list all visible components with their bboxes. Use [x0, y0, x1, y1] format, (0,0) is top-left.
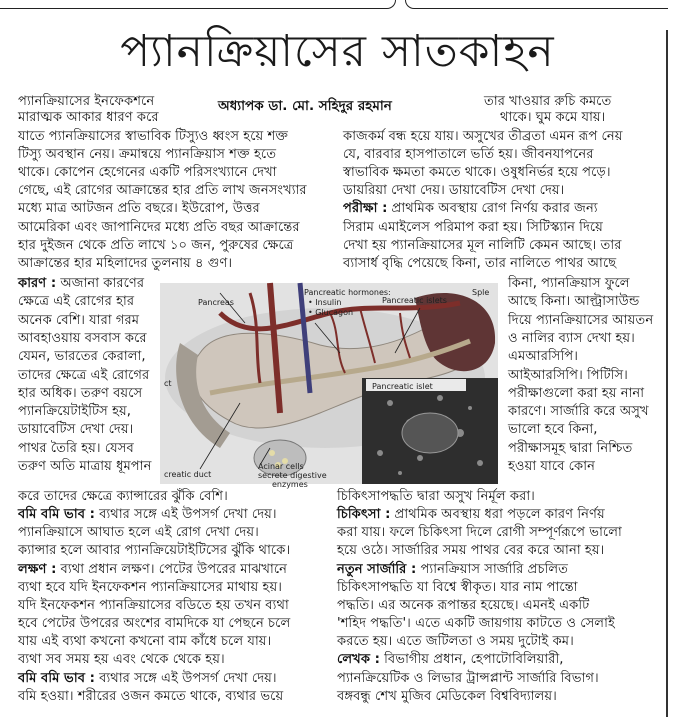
- article-line: [18, 420, 133, 439]
- line-text: টিস্যু অবস্থান নেয়। ক্রমান্বয়ে প্যানক্রিয়াস শক্ত হতে: [18, 147, 277, 163]
- article-line: [18, 311, 139, 330]
- line-text: কাজকর্ম বন্ধ হয়ে যায়। অসুখের তীব্রতা এমন রূপ নেয়: [343, 129, 623, 144]
- pancreas-illustration: [160, 283, 498, 489]
- line-text: এমআরসিপি।: [508, 349, 578, 365]
- article-line: [508, 311, 653, 330]
- line-text: ডায়াবেটিস দেখা দেয়।: [18, 422, 134, 438]
- article-line: [18, 218, 300, 237]
- article-line: [508, 384, 644, 403]
- line-text: অজানা কারণের: [56, 276, 145, 291]
- article-line: [343, 127, 623, 146]
- line-text: ব্যথার সঙ্গে এই উপসর্গ দেখা দেয়।: [94, 507, 277, 523]
- article-line: [18, 457, 151, 476]
- article-line: [343, 236, 621, 255]
- article-line: [18, 560, 287, 579]
- top-rule-left: [0, 0, 396, 9]
- line-text: বঙ্গবন্ধু শেখ মুজিব মেডিকেল বিশ্ববিদ্যালয়।: [337, 688, 557, 704]
- line-text: পদ্ধতি। এর অনেক রূপান্তর হয়েছে। এমনই একটি: [337, 597, 590, 613]
- line-text: করা যায়। ফলে চিকিৎসা দিলে রোগী সম্পূর্ণরূপে ভালো: [337, 525, 622, 541]
- line-text: যায় এই ব্যথা কখনো কখনো বাম কাঁধে চলে যায়।: [18, 634, 272, 650]
- line-text: ও নালির ব্যাস দেখা হয়।: [508, 330, 635, 346]
- line-text: চিকিৎসাপদ্ধতি যা বিশ্বে স্বীকৃত। যার নাম পান্তো: [337, 579, 578, 595]
- line-text: প্যানক্রিয়াস সার্জারি প্রচলিত: [416, 561, 569, 577]
- article-line: [343, 145, 594, 164]
- article-line: [18, 292, 134, 311]
- article-line: [337, 505, 605, 524]
- article-line: [337, 669, 599, 688]
- line-text: হয়ে ওঠে। সার্জারির সময় পাথর বের করে আনা হয়।: [337, 543, 605, 559]
- line-text: থাকে। কোপেন হেগেনের একটি পরিসংখ্যানে দেখা: [18, 165, 277, 181]
- line-text: ডায়রিয়া দেখা দেয়। ডায়াবেটিস দেখা দেয়।: [343, 183, 565, 199]
- page-edge-rule: [666, 30, 668, 717]
- label-acinar-2: secrete digestive: [258, 471, 327, 480]
- article-line: [18, 487, 228, 506]
- line-text: বমি হওয়া। শরীরের ওজন কমতে থাকে, ব্যথার ভয়ে: [18, 688, 284, 704]
- line-text: স্বাভাবিক ক্ষমতা কমতে থাকে। ওষুধনির্ভর হয়ে পড়ে।: [343, 165, 611, 181]
- article-line: [18, 541, 290, 560]
- article-line: [18, 127, 288, 146]
- article-line: [18, 687, 283, 706]
- line-text: প্যানক্রিয়েটিক ও লিভার ট্রান্সপ্লান্ট সার্জারি বিভাগ।: [337, 670, 599, 686]
- line-text: আছে কিনা। আল্ট্রাসাউন্ড: [508, 294, 640, 310]
- article-line: [508, 457, 595, 476]
- article-line: [337, 541, 604, 560]
- article-line: [18, 274, 144, 293]
- article-line: [508, 292, 639, 311]
- section-heading: নতুন সার্জারি :: [337, 561, 417, 577]
- article-line: [337, 560, 568, 579]
- article-line: [337, 650, 563, 669]
- line-text: পাথর তৈরি হয়। যেসব: [18, 440, 134, 456]
- article-line: [337, 687, 557, 706]
- line-text: ব্যথা প্রধান লক্ষণ। পেটের উপরের মাঝখানে: [56, 561, 288, 577]
- line-text: আক্রান্তের হার মহিলাদের তুলনায় ৪ গুণ।: [18, 255, 233, 271]
- article-line: [508, 402, 649, 421]
- article-line: [18, 236, 293, 255]
- line-text: দিয়ে প্যানক্রিয়াসের আয়তন: [508, 312, 654, 328]
- section-heading: বমি বমি ভাব :: [18, 507, 95, 523]
- label-islets: Pancreatic islets: [382, 296, 447, 305]
- article-line: [343, 163, 611, 182]
- article-line: [18, 384, 142, 403]
- line-text: কারণে। সার্জারি করে অসুখ: [508, 404, 649, 420]
- line-text: ভালো হবে কিনা,: [508, 422, 598, 438]
- label-glucagon: • Glucagon: [308, 308, 354, 317]
- article-line: [337, 578, 578, 597]
- line-text: হওয়া যাবে কোন: [508, 459, 595, 474]
- article-line: [337, 487, 535, 506]
- line-text: করতে হয়। এতে জটিলতা ও সময় দুটোই কম।: [337, 634, 574, 650]
- section-heading: পরীক্ষা :: [343, 201, 388, 217]
- line-text: যাতে প্যানক্রিয়াসের স্বাভাবিক টিস্যুও ধ্বংস হয়ে শক্ত: [18, 129, 289, 144]
- article-line: [508, 274, 630, 293]
- label-duct: creatic duct: [164, 470, 212, 479]
- headline: প্যানক্রিয়াসের সাতকাহন: [120, 26, 555, 77]
- label-spleen: Sple: [472, 288, 490, 297]
- article-line: [337, 632, 574, 651]
- article-line: [337, 614, 615, 633]
- label-acinar-3: enzymes: [272, 480, 308, 489]
- line-text: পরীক্ষাগুলো করা হয় নানা: [508, 385, 645, 401]
- line-text: ক্যান্সার হলে আবার প্যানক্রিয়েটাইটিসের ঝুঁকি থাকে।: [18, 543, 291, 559]
- line-text: হার দুইজন থেকে প্রতি লাখে ১০ জন, পুরুষের ক্ষেত্রে: [18, 237, 294, 253]
- article-line: [343, 218, 603, 237]
- section-heading: কারণ :: [18, 276, 57, 291]
- article-line: [508, 420, 597, 439]
- line-text: গেছে, এই রোগের আক্রান্তের হার প্রতি লাখ জনসংখ্যার: [18, 183, 307, 199]
- line-text: ব্যথা হবে যদি ইনফেকশন প্যানক্রিয়াসের মাথায় হয়।: [18, 579, 282, 595]
- line-text: চিকিৎসাপদ্ধতি দ্বারা অসুখ নির্মূল করা।: [337, 489, 535, 504]
- article-line: [18, 578, 282, 597]
- section-heading: চিকিৎসা :: [337, 507, 391, 523]
- article-line: [18, 439, 134, 458]
- article-line: [508, 439, 632, 458]
- line-text: আইআরসিপি। পিটিসি।: [508, 367, 628, 383]
- top-rule-right: [405, 0, 668, 9]
- line-text: হার অধিক। তরুণ বয়সে: [18, 385, 143, 401]
- line-text: ব্যথা সব সময় হয় এবং থেকে থেকে হয়।: [18, 652, 225, 668]
- article-line: [18, 199, 260, 218]
- article-line: [18, 614, 290, 633]
- article-line: [18, 523, 259, 542]
- section-heading: লেখক :: [337, 652, 380, 668]
- line-text: অনেক বেশি। যারা গরম: [18, 312, 140, 328]
- lead-line: তার খাওয়ার রুচি কমতে: [484, 94, 612, 109]
- article-line: [508, 347, 578, 366]
- article-line: [18, 254, 232, 273]
- article-line: [18, 163, 277, 182]
- line-text: সিরাম এমাইলেস পরিমাপ করা হয়। সিটিস্ক্যান দিয়ে: [343, 219, 603, 235]
- lead-line: মারাত্মক আকার ধারণ করে: [18, 110, 159, 125]
- article-line: [18, 145, 276, 164]
- line-text: ব্যাসার্ধ বৃদ্ধি পেয়েছে কিনা, তার নালিতে পাথর আছে: [343, 255, 617, 271]
- article-line: [337, 596, 589, 615]
- byline: অধ্যাপক ডা. মো. সহিদুর রহমান: [218, 98, 392, 114]
- line-text: করে তাদের ক্ষেত্রে ক্যান্সারের ঝুঁকি বেশি।: [18, 489, 228, 504]
- line-text: প্যানক্রিয়াসে আঘাত হলে এই রোগ দেখা দেয়।: [18, 525, 259, 541]
- line-text: ব্যথার সঙ্গে এই উপসর্গ দেখা দেয়।: [94, 670, 277, 686]
- line-text: মধ্যে মাত্র আটজন প্রতি বছরে। ইউরোপ, উত্তর: [18, 201, 260, 217]
- line-text: পরীক্ষাসমূহ দ্বারা নিশ্চিত: [508, 440, 633, 456]
- line-text: দেখা হয় প্যানক্রিয়াসের মূল নালিটি কেমন আছে। তার: [343, 237, 622, 253]
- label-hormones-title: Pancreatic hormones:: [304, 288, 391, 297]
- article-line: [343, 199, 598, 218]
- article-line: [18, 347, 146, 366]
- line-text: বিভাগীয় প্রধান, হেপাটোবিলিয়ারী,: [379, 652, 564, 668]
- section-heading: লক্ষণ :: [18, 561, 57, 577]
- line-text: তাদের ক্ষেত্রে এই রোগের: [18, 367, 150, 383]
- lead-line: প্যানক্রিয়াসের ইনফেকশনে: [18, 94, 155, 109]
- line-text: প্যানক্রিয়েটাইটিস হয়,: [18, 404, 131, 420]
- line-text: ক্ষেত্রে এই রোগের হার: [18, 294, 135, 310]
- line-text: প্রাথমিক অবস্থায় ধরা পড়লে কারণ নির্ণয়: [390, 507, 605, 523]
- article-line: [18, 181, 307, 200]
- line-text: তরুণ অতি মাত্রায় ধূমপান: [18, 459, 152, 474]
- article-line: [18, 402, 131, 421]
- line-text: কিনা, প্যানক্রিয়াস ফুলে: [508, 276, 630, 291]
- label-acinar-1: Acinar cells: [258, 462, 304, 471]
- lead-line: থাকে। ঘুম কমে যায়।: [500, 110, 606, 125]
- article-line: [18, 650, 225, 669]
- article-line: [18, 669, 277, 688]
- line-text: প্রাথমিক অবস্থায় রোগ নির্ণয় করার জন্য: [387, 201, 598, 217]
- label-islet: Pancreatic islet: [372, 382, 433, 391]
- line-text: যে, বারবার হাসপাতালে ভর্তি হয়। জীবনযাপনের: [343, 147, 594, 163]
- line-text: যেমন, ভারতের কেরালা,: [18, 349, 146, 365]
- section-heading: বমি বমি ভাব :: [18, 670, 95, 686]
- line-text: আমেরিকা এবং জাপানিদের মধ্যে প্রতি বছর আক্রান্তের: [18, 219, 300, 235]
- label-pancreas: Pancreas: [198, 298, 234, 307]
- line-text: হবে পেটের উপরের অংশের বামদিকে যা পেছনে চলে: [18, 616, 291, 632]
- article-line: [508, 366, 628, 385]
- label-ct: ct: [164, 379, 172, 388]
- article-line: [18, 366, 149, 385]
- article-line: [18, 505, 277, 524]
- article-line: [343, 254, 616, 273]
- label-insulin: • Insulin: [308, 298, 342, 307]
- article-line: [18, 632, 271, 651]
- line-text: যদি ইনফেকশন প্যানক্রিয়াসের বডিতে হয় তখন ব্যথা: [18, 597, 289, 613]
- article-line: [18, 596, 289, 615]
- line-text: 'শহিদ পদ্ধতি'। এতে একটি জায়গায় কাটতে ও সেলাই: [337, 616, 615, 632]
- article-line: [508, 329, 635, 348]
- article-line: [343, 181, 564, 200]
- article-line: [18, 329, 147, 348]
- article-line: [337, 523, 622, 542]
- line-text: আবহাওয়ায় বসবাস করে: [18, 330, 147, 346]
